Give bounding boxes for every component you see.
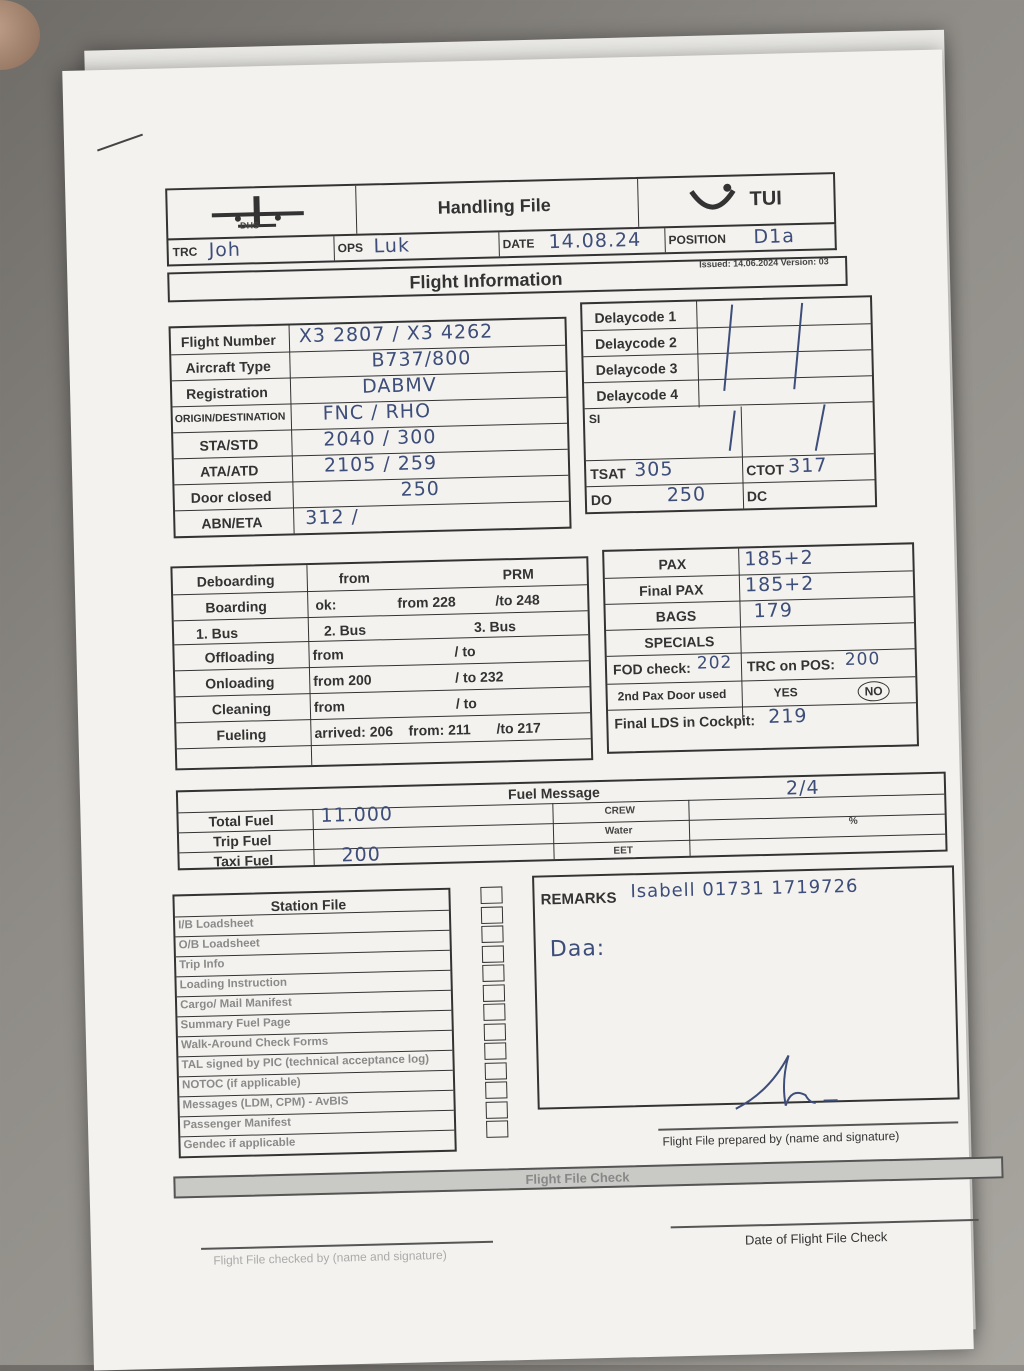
ground-ops-table: Deboarding from PRM Boarding ok: from 228 /to 248 1. Bus 2. Bus 3. Bus Offloading from / to Onloading from 200 / to 232 Cleaning from / to Fueling arrived: 206 from: 211 /to 217 (170, 556, 593, 770)
fuel-message-table (176, 772, 948, 871)
origin-destination-value: FNC / RHO (322, 400, 432, 425)
checkbox[interactable] (482, 945, 504, 963)
station-file-item-label: O/B Loadsheet (178, 937, 260, 952)
crew-label: CREW (604, 805, 636, 817)
bags-value: 179 (753, 599, 794, 623)
registration-label: Registration (185, 384, 269, 403)
checkbox[interactable] (481, 906, 503, 924)
bags-label: BAGS (655, 607, 697, 625)
fueling-to: /to 217 (496, 719, 541, 737)
checkbox[interactable] (481, 925, 503, 943)
trip-fuel-label: Trip Fuel (212, 832, 272, 850)
boarding-from: from 228 (397, 593, 456, 611)
final-pax-value: 185+2 (744, 572, 815, 597)
remarks-value: Isabell 01731 1719726 (630, 875, 859, 903)
aircraft-type-value: B737/800 (371, 347, 472, 372)
total-fuel-label: Total Fuel (208, 812, 274, 830)
logo-text: DHS (239, 220, 260, 231)
flight-information-title: Flight Information (409, 268, 563, 293)
delaycode-1-label: Delaycode 1 (594, 308, 677, 327)
ata-atd-value: 2105 / 259 (323, 451, 438, 477)
flight-number-value: X3 2807 / X3 4262 (298, 320, 494, 348)
water-label: Water (604, 825, 633, 837)
date-check-label: Date of Flight File Check (744, 1229, 888, 1248)
abn-eta-value: 312 / (304, 505, 360, 530)
second-door-label: 2nd Pax Door used (617, 686, 727, 704)
tui-smile-icon (687, 182, 738, 224)
date-value: 14.08.24 (548, 228, 642, 254)
station-file-item-label: Walk-Around Check Forms (180, 1035, 329, 1052)
ctot-label: CTOT (746, 461, 785, 479)
flight-info-table (169, 317, 572, 539)
final-pax-label: Final PAX (638, 581, 704, 600)
checkbox[interactable] (486, 1101, 508, 1119)
pax-value: 185+2 (744, 546, 814, 571)
total-fuel-value: 11.000 (320, 803, 394, 827)
ata-atd-label: ATA/ATD (199, 462, 259, 480)
final-lds-label: Final LDS in Cockpit: (614, 712, 756, 732)
do-value: 250 (666, 483, 707, 507)
checkbox[interactable] (482, 964, 504, 982)
sta-std-label: STA/STD (199, 436, 259, 454)
flight-file-check-title: Flight File Check (525, 1169, 630, 1187)
station-file-checkboxes (480, 886, 508, 1140)
checkbox[interactable] (484, 1023, 506, 1041)
registration-value: DABMV (361, 373, 438, 398)
second-door-no: NO (857, 681, 889, 702)
station-file-item-label: Loading Instruction (179, 976, 288, 992)
brand-name: TUI (749, 187, 783, 211)
station-file-item-label: TAL signed by PIC (technical acceptance log) (181, 1053, 430, 1072)
final-lds-value: 219 (767, 704, 808, 728)
handling-file-sheet (62, 49, 973, 1370)
trc-on-pos-label: TRC on POS: (746, 656, 836, 675)
flight-file-check-band (173, 1156, 1003, 1198)
trc-value: Joh (208, 238, 242, 262)
aircraft-type-label: Aircraft Type (185, 357, 272, 377)
cleaning-label: Cleaning (211, 700, 272, 718)
pax-table (602, 542, 919, 754)
station-file-item-label: Cargo/ Mail Manifest (179, 996, 293, 1012)
fueling-arrived: arrived: 206 (314, 723, 394, 741)
station-file-item-label: Trip Info (178, 958, 225, 972)
si-label: SI (588, 411, 601, 427)
checkbox[interactable] (483, 984, 505, 1002)
taxi-fuel-label: Taxi Fuel (213, 852, 274, 870)
abn-eta-label: ABN/ETA (201, 514, 263, 532)
taxi-fuel-value: 200 (341, 843, 382, 867)
specials-label: SPECIALS (644, 633, 715, 651)
remarks-label: REMARKS (540, 889, 617, 909)
station-file-item-label: Summary Fuel Page (180, 1016, 291, 1032)
trc-ops-date-row: TRC Joh OPS Luk DATE 14.08.24 POSITION D1a (166, 224, 836, 266)
boarding-to: /to 248 (495, 591, 540, 609)
remarks-note: Daa: (549, 935, 606, 963)
sta-std-value: 2040 / 300 (323, 425, 437, 451)
checkbox[interactable] (480, 886, 502, 904)
checkbox[interactable] (484, 1042, 506, 1060)
station-file-title: Station File (270, 896, 347, 915)
fueling-from: from: 211 (408, 721, 471, 739)
delaycode-4-label: Delaycode 4 (596, 385, 679, 404)
station-file-item-label: Messages (LDM, CPM) - AvBIS (182, 1095, 349, 1112)
signature-icon (728, 1050, 849, 1113)
checkbox[interactable] (485, 1081, 507, 1099)
checkbox[interactable] (486, 1120, 508, 1138)
station-file-item-label: NOTOC (if applicable) (181, 1076, 301, 1092)
delaycode-3-label: Delaycode 3 (595, 360, 678, 378)
station-file-list (172, 888, 456, 1159)
pax-label: PAX (658, 555, 687, 573)
do-label: DO (590, 491, 613, 509)
tsat-value: 305 (633, 458, 674, 482)
onloading-from: from 200 (313, 671, 372, 689)
prepared-by-label: Flight File prepared by (name and signature) (662, 1128, 900, 1149)
door-closed-value: 250 (400, 477, 441, 501)
delay-table (580, 295, 877, 514)
fueling-label: Fueling (216, 726, 267, 744)
second-door-yes: YES (773, 685, 798, 700)
eet-label: EET (613, 845, 634, 857)
door-closed-label: Door closed (190, 487, 272, 506)
crew-value: 2/4 (785, 776, 820, 800)
position-value: D1a (753, 225, 796, 249)
boarding-label: Boarding (205, 598, 268, 616)
checkbox[interactable] (485, 1062, 507, 1080)
checked-by-label: Flight File checked by (name and signature) (213, 1247, 447, 1268)
station-file-item-label: Passenger Manifest (182, 1116, 292, 1132)
trc-on-pos-value: 200 (844, 649, 881, 670)
issued-note: Issued: 14.06.2024 Version: 03 (699, 256, 829, 270)
onloading-label: Onloading (205, 673, 275, 692)
tsat-label: TSAT (590, 465, 626, 483)
deboarding-label: Deboarding (196, 571, 275, 590)
delaycode-2-label: Delaycode 2 (594, 334, 677, 353)
origin-destination-label: ORIGIN/DESTINATION (174, 410, 286, 426)
checkbox[interactable] (483, 1003, 505, 1021)
delay-strike-lines (702, 297, 876, 457)
pen-mark (97, 134, 143, 152)
form-title: Handling File (437, 195, 551, 218)
fod-check-value: 202 (696, 652, 733, 674)
flight-number-label: Flight Number (180, 331, 276, 351)
station-file-item-label: I/B Loadsheet (178, 917, 254, 932)
offloading-label: Offloading (204, 647, 275, 666)
fuel-message-title: Fuel Message (507, 784, 601, 803)
ops-value: Luk (373, 234, 411, 258)
remarks-box (532, 865, 960, 1109)
thumb-edge (0, 0, 40, 70)
ctot-value: 317 (787, 454, 828, 478)
water-unit: % (848, 815, 858, 827)
fod-check-label: FOD check: (612, 659, 692, 678)
airplane-logo-icon (197, 191, 318, 241)
dc-label: DC (746, 487, 768, 505)
station-file-item-label: Gendec if applicable (183, 1136, 296, 1152)
onloading-to: / to 232 (454, 668, 504, 686)
